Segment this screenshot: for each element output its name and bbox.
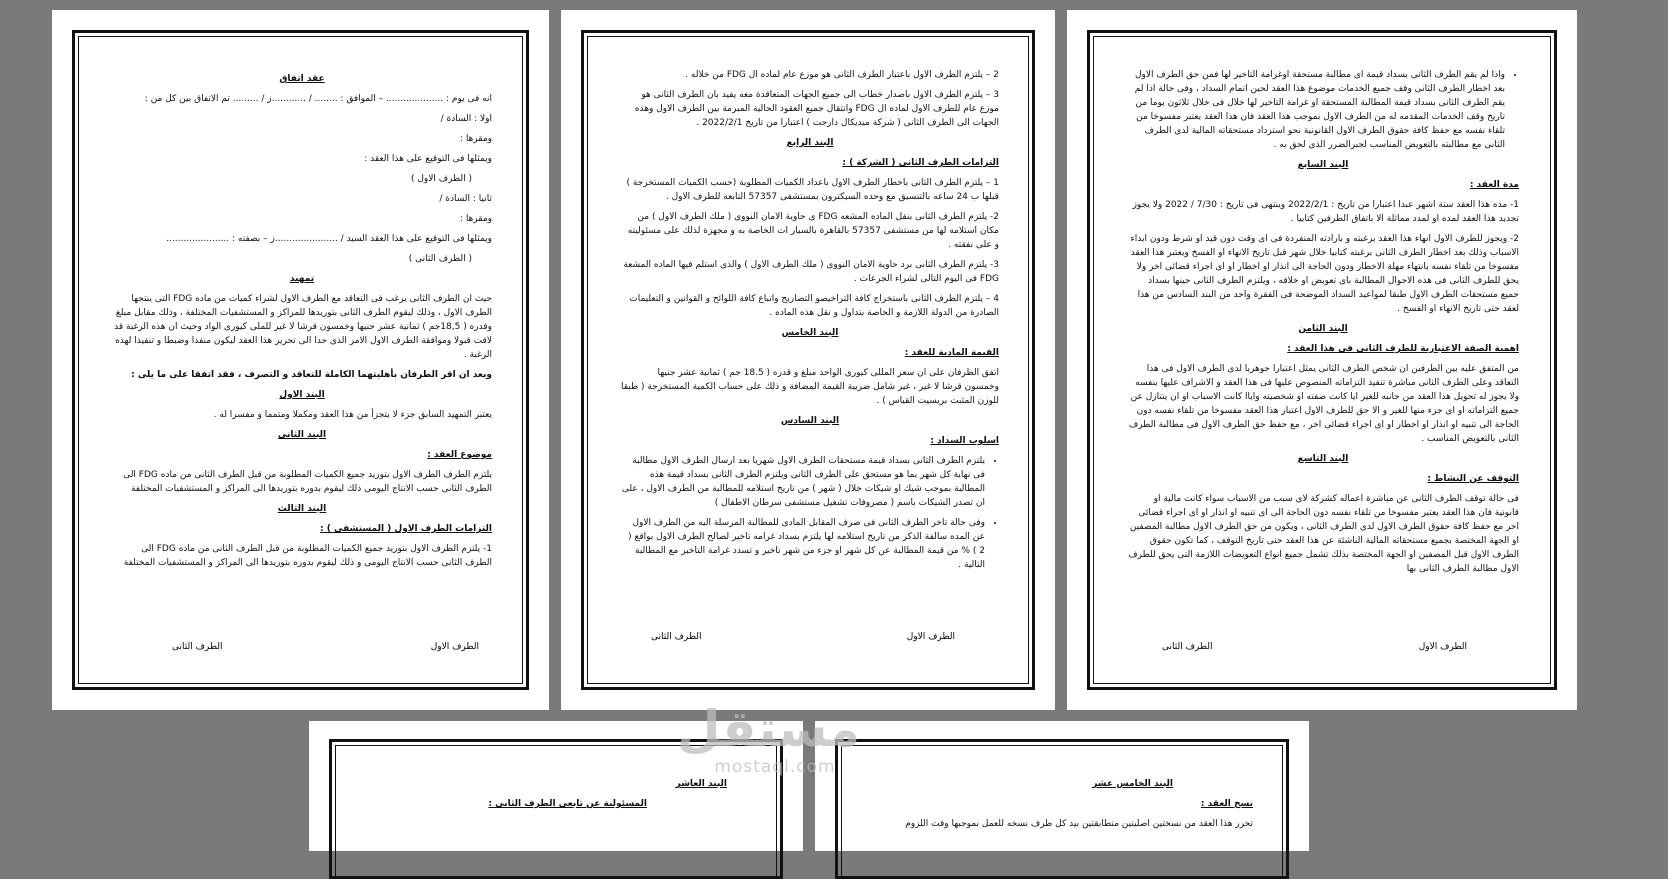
clause-4-heading: البند الرابع [786,138,834,148]
clause-4-item-2: 2- يلتزم الطرف الثانى بنقل الماده المشعه FDG ى حاوية الامان النووى ( ملك الطرف الاول ) من مكان استلامه لها من مستشفى 57357 بالقاهرة بالسيار ات الخاصة به و مجهزة لذلك على مسئوليته و على نفقته . [627,212,999,250]
party2-name: ثانيا : السادة / [439,194,492,204]
clause-3-subheading: التزامات الطرف الاول ( المستشفى ) : [320,524,492,534]
clause-4-item-3: 3- يلتزم الطرف الثانى برد حاوية الامان النووى ( ملك الطرف الاول ) والذى استلم فيها الماده المشعة FDG فى اليوم التالى لشراء الجرعات . [623,260,999,284]
clause-7-item-2: 2- ويجوز للطرف الاول انهاء هذا العقد برغبته و بارادته المنفردة فى اى وقت دون قيد او شرط ودون ابداء الاسباب وذلك بعد اخطار الطرف الثانى برغبته كتابيا خلال شهر قبل تاريخ الانهاء او الفسخ ويعتبر هذا العقد مفسوخا من تلقاء نفسه بانتهاء مهلة الاخطار ودون الحاجة الى انذار او اخطار او اى اجراء قضائى اخر ولا يحق للطرف الثانى فى هذه الاحوال المطالبة باى تعويض او خلافه ، ويلتزم الطرف الثانى حينها بسداد جميع مستحقات الطرف الاول طبقا لمواعيد السداد الموضحة فى الفقرة واحد من البند السادس من هذا لعقد حتى تاريخ الانهاء او الفسخ . [1130,234,1519,314]
document-page-4 [309,721,803,851]
clause-6-list [621,454,999,572]
contract-date-line: انه فى يوم : .................... – الموافق : ........ / ............ز / ......... تم الاتفاق بين كل من : [144,94,492,104]
intro-text: حيث ان الطرف الثانى يرغب فى التعاقد مع الطرف الاول لشراء كميات من ماده FDG التى ينتجها الطرف الاول ، وذلك ليقوم الطرف الثانى بتوريدها للمراكز و المستشفيات المختلفة ، وذلك مقابل مبلغ وقدره ( 18,5جم ) ثمانية عشر جنيها وخمسون قرشا لا غير للملى كيورى الواد وحيث ان هذه الرغبة قد لاقت قبولا وموافقة الطرف الاول الامر الذى حدا الى تحرير هذا العقد ليكون منفذا وضبطا و تنفيذا لهذه الرغبة . [114,294,492,360]
clause-1-text: يعتبر التمهيد السابق جزء لا يتجزأ من هذا العقد ومكملا ومتمما و مفسرا له . [213,410,492,420]
contract-title: عقد اتفاق [279,74,325,84]
page-1-signatures [172,642,479,652]
page-3-list [1127,68,1519,152]
page-3-content [1127,68,1519,638]
party2-hq: ومقرها : [459,214,492,224]
clause-7-heading: البند السابع [1297,160,1349,170]
clause-5-subheading: القيمة المادية للعقد : [904,348,999,358]
page-4-content [369,773,747,833]
clause-5-heading: البند الخامس [781,328,839,338]
watermark-domain: mostaql.com [714,757,836,777]
intro-heading: تمهيد [289,274,315,284]
party1-hq: ومقرها : [459,134,492,144]
clause-1-heading: البند الاول [279,390,325,400]
page-1-content [112,68,492,668]
clause-10-subheading: المسئولية عن تابعى الطرف الثانى : [488,799,647,809]
clause-9-heading: البند التاسع [1297,454,1349,464]
clause-3-text: 1- يلتزم الطرف الاول بتوريد جميع الكميات المطلوبة من قبل الطرف الثانى من ماده FDG الى الطرف الثانى حسب الانتاج اليومى و ذلك ليقوم بدوره بتوريدها الى المراكز و المستشفيات المختلفة [123,544,492,568]
clause-8-heading: البند الثامن [1298,324,1348,334]
page-5-content [875,773,1253,833]
party2-label: ( الطرف الثانى ) [408,254,472,264]
party1-rep: ويمثلها فى التوقيع على هذا العقد : [364,154,492,164]
clause-2-heading: البند الثانى [277,430,327,440]
clause-8-text: من المتفق عليه بين الطرفين ان شخص الطرف الثانى يمثل اعتبارا جوهريا لدى الطرف الاول فى هذا التعاقد وعلى الطرف الثانى مباشرة تنفيذ التزاماته المنصوص عليها فى هذا العقد و الاشراف عليها بنفسه ولا يجوز له تحويل هذا العقد من جانبه للغير ايا كانت صفته او شخصيته واياا كانت الاسباب او ان يتنازل عن جميع التزاماته او اى جزء منها للغير و الا حق للطرف الاول اعتبار هذا العقد مفسوخا من تلقاء نفسه دون الحاجة الى تنبيه او انذار او اخطار او اى اجراء قضائى اخر ، مع حفظ حق الطرف الاول فى مطالبة الطرف الثانى بالتعويض المناسب . [1128,364,1519,444]
page-2-content [621,68,999,628]
clause-6-item-1: • يلتزم الطرف الثانى بسداد قيمة مستحقات الطرف الاول شهريا بعد ارسال الطرف الاول مطالبة فى نهاية كل شهر بما هو مستحق على الطرف الثانى ويلتزم الطرف الثانى بسداد قيمة هذه المطالبة بموجب شيك او شيكات خلال ( شهر ) من تاريخ استلامه للمطالبة من الطرف الاول ، على ان تصدر الشيكات باسم ( مصروفات تشغيل مستشفى سرطان الاطفال ) [621,454,985,510]
page-2-signatures [651,632,955,642]
signature-second-party: الطرف الثانى [1162,642,1213,652]
document-page-1 [52,10,549,710]
clause-4-item-1: 1 – يلتزم الطرف الثانى باخطار الطرف الاول باعداد الكميات المطلوبة (حسب الكميات المستخرجة ) قبلها ب 24 ساعه بالتنسيق مع وحده السيكترون بمستشفى 57357 التابعه للطرف الاول . [626,178,999,202]
party1-name: اولا : السادة / [440,114,492,124]
capacity-statement: وبعد ان اقر الطرفان بأهليتهما الكاملة للتعاقد و التصرف ، فقد اتفقا على ما يلى : [131,370,492,380]
clause-7-item-1: 1- مده هذا العقد ستة اشهر عبدا اعتبارا من تاريخ : 2022/2/1 وينتهى فى تاريخ : 7/30 / 2022 ولا يجوز تجديد هذا العقد لمده او لمدد مماثلة الا باتفاق الطرفين كتابيا . [1132,200,1519,224]
clause-3-heading: البند الثالث [277,504,327,514]
clause-9-subheading: التوقف عن النشاط : [1427,474,1519,484]
clause-2-subheading: موضوع العقد : [427,450,492,460]
party2-rep: ويمثلها فى التوقيع على هذا العقد السيد / ......................ز – بصفته : ...................... [166,234,492,244]
clause-3-item-3: 3 – يلتزم الطرف الاول باصدار خطاب الى جميع الجهات المتعاقدة معه يفيد بان الطرف الثانى هو موزع عام للطرف الاول لماده ال FDG وانتقال جميع العقود الحالية المبرمة بين الطرف الاول وهذه الجهات الى الطرف الثانى ( شركة ميديكال دارجت ) اعتبارا من تاريخ 2022/2/1 . [634,90,999,128]
document-page-5 [815,721,1309,851]
watermark-arabic-logo: مستقل [677,700,860,758]
signature-first-party: الطرف الاول [1418,642,1467,652]
clause-3-item-2: 2 – يلتزم الطرف الاول باعتبار الطرف الثانى هو موزع عام لماده ال FDG من خلاله . [685,70,999,80]
clause-6-item-3: • واذا لم يقم الطرف الثانى بسداد قيمة اى مطالبة مستحقة اوغرامة التاخير لها فمن حق الطرف الاول بعد اخطار الطرف الثانى وقف جميع الخدمات موضوع هذا العقد لحين اتمام السداد ، وفى حالة اذا لم يقم الطرف الثانى بسداد قيمة المطالبة المستحقة او غرامة التاخير لها خلال فى خلال ثلاثون يوما من تاريخ وقف الخدمات المقدمه له من الطرف الاول بموجب هذا العقد فان هذا العقد يعتبر مفسوخا من تلقاء نفسه مع حفظ كافة حقوق الطرف الاول القانونية نحو استرداد مستحقاته المالية لدى الطرف الثانى مع مطالبته بالتعويض المناسب لجبرالضرر الذى لحق به . [1127,68,1505,152]
clause-6-subheading: اسلوب السداد : [930,436,999,446]
clause-15-subheading: نسخ العقد : [1200,799,1253,809]
clause-8-subheading: اهمية الصفة الاعتبارية للطرف الثانى فى هذا العقد : [1287,344,1519,354]
page-3-signatures [1162,642,1467,652]
clause-6-heading: البند السادس [780,416,840,426]
clause-5-text: اتفق الطرفان على ان سعر المللى كيورى الواحد مبلغ و قدره ( 18.5 جم ) ثمانية عشر جنيها وخمسون قرشا لا غير ، غير شامل ضريبة القيمة المضافة و ذلك على حساب الكمية المستخرجة ( طبقا للوزن المثبت بريسيت القياس ) . [621,368,999,406]
clause-10-heading: البند العاشر [675,779,727,789]
clause-9-text: فى حالة توقف الطرف الثانى عن مباشرة اعماله كشركة لاى سبب من الاسباب سواء كانت مالية او قانونية فان هذا العقد يعتبر مفسوخا من تلقاء نفسه دون الحاجة الى اى تنبيه او انذار او اى اجراء قضائى اخر مع حفظ كافة حقوق الطرف الاول لدى الطرف الثانى ، ويكون من حق الطرف الاول مطالبة المصفين او الجهة المختصة بجميع مستحقاته المالية الناشئة عن هذا العقد حتى تاريخ التوقف ، كما تكون حقوق الطرف الاول قبل المصفين او الجهة المختصة بذلك تشمل جميع انواع التعويضات اللازمة التى يحق للطرف الاول مطالبة الطرف الثانى بها [1128,494,1519,574]
clause-4-item-4: 4 – يلتزم الطرف الثانى باستخراج كافة التراخيصو التصاريح واتباع كافة اللوائح و القوانين و التعليمات الصادرة من الدولة اللازمة و الخاصة بتداول و نقل هذه الماده . [629,294,999,318]
clause-4-subheading: التزامات الطرف الثانى ( الشركة ) : [842,158,999,168]
clause-6-item-2: • وفى حالة تاخر الطرف الثانى فى صرف المقابل المادى للمطالبة المرسلة اليه من الطرف الاول عن المده سالفة الذكر من تاريخ استلامه لها يلتزم بسداد غرامه تاخير لصالح الطرف الاول بواقع ( 2 ) % من قيمة المطالبة عن كل شهر او جزء من شهر تاخير و تسدد غرامة التاخير مع المطالبة التالية . [621,516,985,572]
signature-second-party: الطرف الثانى [172,642,223,652]
document-page-3 [1067,10,1577,710]
clause-2-text: يلتزم الطرف الطرف الاول بتوريد جميع الكميات المطلوبة من قبل الطرف الثانى من ماده FDG الى الطرف الثانى حسب الانتاج اليومى ذلك ليقوم بدوره بتوريدها الى المراكز و المستشفيات المختلفة [123,470,492,494]
signature-first-party: الطرف الاول [906,632,955,642]
clause-7-subheading: مدة العقد : [1469,180,1519,190]
clause-15-heading: البند الخامس عشر [1092,779,1173,789]
document-page-2 [561,10,1055,710]
signature-first-party: الطرف الاول [430,642,479,652]
clause-15-text: تحرر هذا العقد من نسختين اصليتين متطابقتين بيد كل طرف نسخه للعمل بموجبها وقت اللزوم [905,819,1253,829]
signature-second-party: الطرف الثانى [651,632,702,642]
party1-label: ( الطرف الاول ) [410,174,472,184]
